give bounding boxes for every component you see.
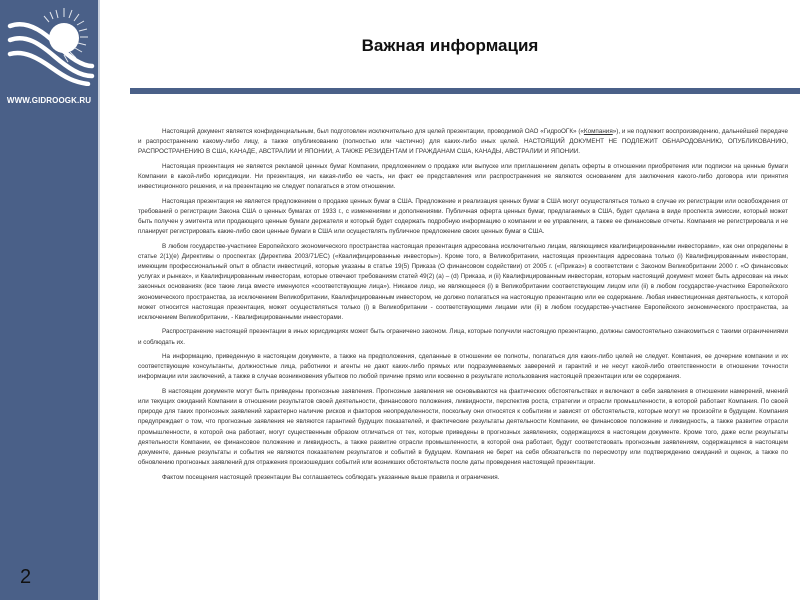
paragraph-confidentiality [138, 127, 788, 158]
page-number: 2 [20, 566, 32, 588]
paragraph-usa: Настоящая презентация не является предложением о продаже ценных бумаг в США. Предложение и реализация ценных бумаг в США могут осуществляться только в случае их регистрации или освобождения от требований о регистрации Закона США о ценных бумагах от 1933 г., с изменениями и дополнениями. Публичная оферта ценных бумаг, предлагаемых в США, будет сделана в виде проспекта эмиссии, который может быть получен у эмитента или продающего ценные бумаги держателя и который будет содержать подробную информацию о компании и ее управлении, а также ее финансовые отчеты. Компания не регистрировала и не планирует регистрировать какие-либо свои ценные бумаги в США или осуществлять публичное предложение своих ценных бумаг в США. [138, 197, 788, 236]
paragraph-text: »), и не подлежит воспроизведению, дальнейшей передаче и распространению какому-либо лицу, а также опубликованию (полностью или частично) для каких-либо иных целей. НАСТОЯЩИЙ ДОКУМЕНТ НЕ ПОДЛЕЖИТ ОБНАРОДОВАНИЮ, ОПУБЛИКОВАНИЮ, РАСПРОСТРАНЕНИЮ В США, КАНАДЕ, АВСТРАЛИИ И ЯПОНИИ, А ТАКЖЕ РЕЗИДЕНТАМ И ГРАЖДАНАМ США, КАНАДЫ, АВСТРАЛИИ И ЯПОНИИ. [138, 128, 788, 156]
sidebar-divider [98, 0, 100, 600]
paragraph-agreement: Фактом посещения настоящей презентации Вы соглашаетесь соблюдать указанные выше правила и ограничения. [162, 473, 500, 481]
page-title: Важная информация [361, 36, 539, 55]
paragraph-text: Настоящий документ является конфиденциальным, был подготовлен исключительно для целей презентации, проводимой ОАО «ГидроОГК» (« [162, 128, 584, 135]
disclaimer-text [138, 127, 788, 487]
paragraph-other-jurisdictions: Распространение настоящей презентации в иных юрисдикциях может быть ограничено законом. Лица, которые получили настоящую презентацию, должны самостоятельно ознакомиться с такими ограничениями и соблюдать их. [138, 328, 788, 346]
paragraph-liability: На информацию, приведенную в настоящем документе, а также на предположения, сделанные в отношении ее полноты, полагаться для каких-либо целей не следует. Компания, ее дочерние компании и их соответствующие консультанты, должностные лица, работники и агенты не дают каких-либо прямых или подразумеваемых заверений и гарантий и не несут какой-либо ответственности в отношении точности информации или заключений, а также в случае возникновения убытков по любой причине прямо или косвенно в результате использования настоящей презентации или ее содержания. [138, 353, 788, 381]
paragraph-eea: В любом государстве-участнике Европейского экономического пространства настоящая презентация адресована исключительно лицам, являющимся квалифицированными инвесторами», как они определены в статье 2(1)(е) Директивы о проспектах (Директива 2003/71/ЕС) («Квалифицированные инвесторы»). Кроме того, в Великобритании, настоящая презентация адресована только (i) Квалифицированным инвесторам, имеющим профессиональный опыт в области инвестиций, которые указаны в статье 19(5) Приказа (О финансовом содействии) от 2005 г. («Приказ») в соответствии с Законом Великобритании 2000 г. «О финансовых услугах и рынках», и Квалифицированным инвесторам, которые отвечают требованиям статей 49(2) (а) – (d) Приказа, и (ii) Квалифицированным инвесторам, которым настоящий документ может быть адресован на иных законных основаниях (все такие лица вместе именуются «соответствующие лица»). Никакое лицо, не являющееся (i) в Великобритании соответствующим лицом или (ii) в любом государстве-участнике Европейского экономического пространства, за исключением Великобритании, Квалифицированным инвестором, не должно полагаться на настоящую презентацию или ее содержание. Любая инвестиционная деятельность, к которой может относится настоящая презентация, может осуществляться только (i) в Великобритании - соответствующими лицами или (ii) в любом государстве-участнике Европейского экономического пространства, за исключением Великобритании, - Квалифицированными инвесторами. [138, 242, 788, 322]
paragraph-forward-looking: В настоящем документе могут быть приведены прогнозные заявления. Прогнозные заявления не основываются на фактических обстоятельствах и включают в себя заявления в отношении намерений, мнений или текущих ожиданий Компании в отношении результатов своей деятельности, финансового положения, ликвидности, перспектив роста, стратегии и отрасли промышленности, в которой работает Компания. По своей природе для таких прогнозных заявлений характерно наличие рисков и факторов неопределенности, поскольку они относятся к событиям и зависят от обстоятельств, которые могут не произойти в будущем. Компания предупреждает о том, что прогнозные заявления не являются гарантией будущих показателей, и фактические результаты деятельности Компании, ее финансовое положение и ликвидность, а также развитие отрасли промышленности, в которой она работает, могут существенным образом отличаться от тех, которые приведены в прогнозных заявлениях, содержащихся в настоящем документе. Кроме того, даже если результаты деятельности Компании, ее финансовое положение и ликвидность, а также развитие отрасли промышленности, в которой она работает, будут соответствовать прогнозным заявлениям, содержащимся в настоящем документе, данные результаты и события не являются показателем результатов и событий в будущем. Компания не берет на себя обязательств по пересмотру или подтверждению ожиданий и оценок, а также по обновлению прогнозных заявлений для отражения произошедших событий или возникших обстоятельств после даты проведения настоящей презентации. [138, 387, 788, 467]
logo-url: WWW.GIDROOGK.RU [6, 96, 92, 105]
company-term: Компания [583, 128, 613, 135]
paragraph-not-advertising: Настоящая презентация не является рекламой ценных бумаг Компании, предложением о продаже или выпуске или приглашением делать оферты в отношении приобретения или подписки на ценные бумаги Компании в какой-либо юрисдикции. Ни презентация, ни какая-либо ее часть, ни факт ее представления или распространения не являются основанием для заключения какого-либо договора или принятия инвестиционного решения, и на презентацию не следует полагаться в этом отношении. [138, 162, 788, 191]
sidebar [0, 0, 98, 600]
gidroogk-logo-icon [4, 4, 96, 86]
title-divider [130, 88, 800, 94]
